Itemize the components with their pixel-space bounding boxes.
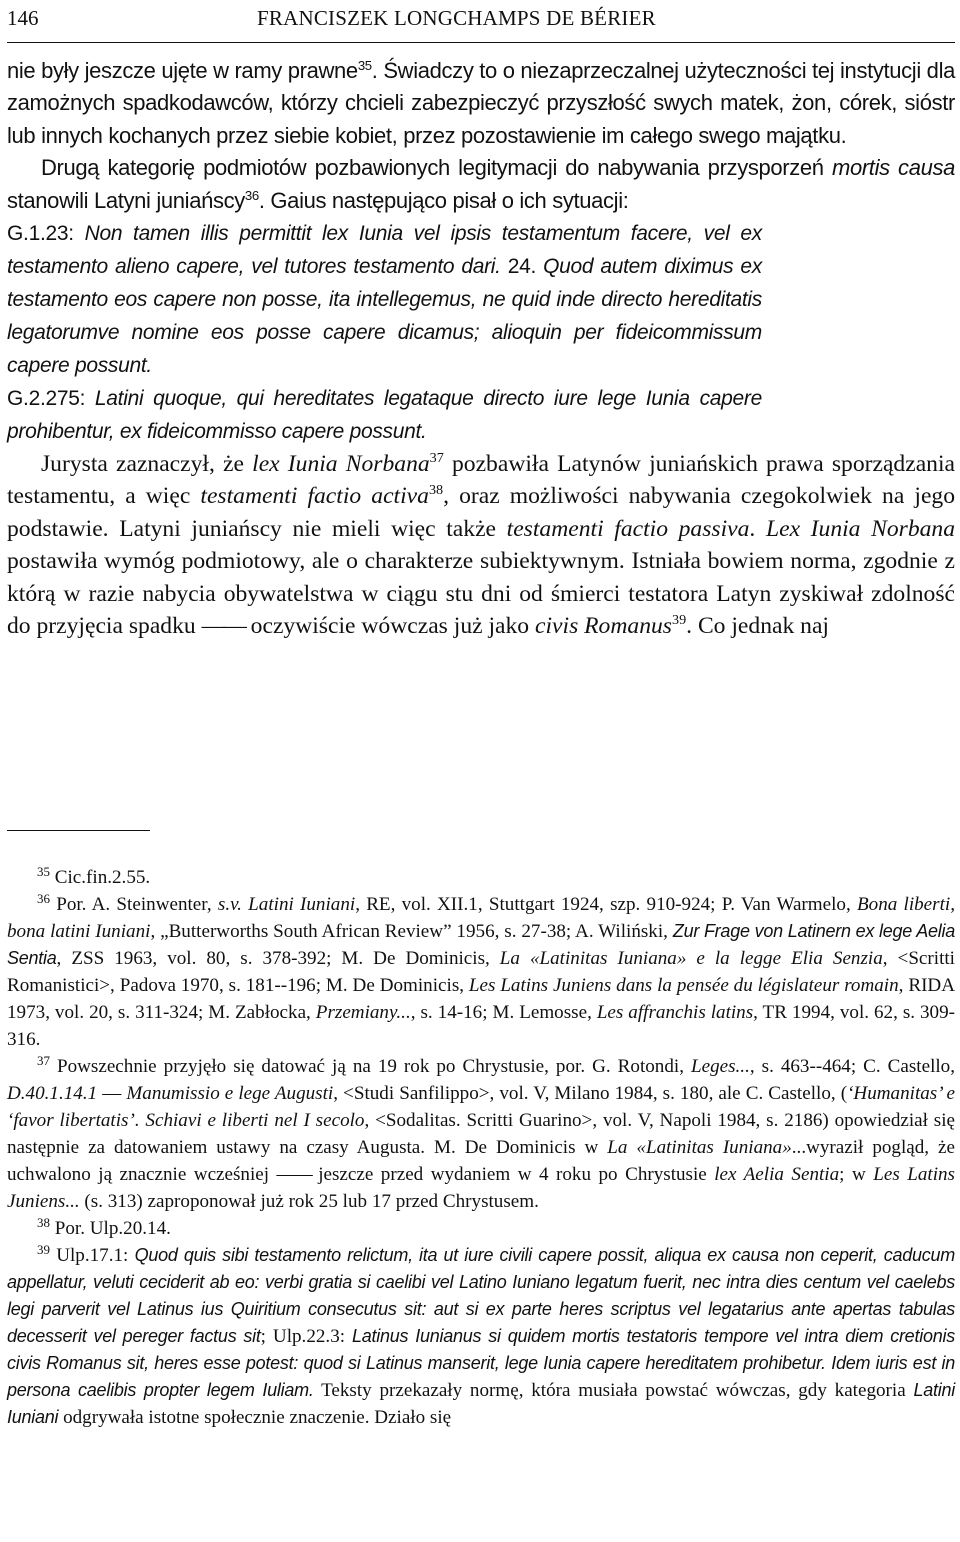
footnote-number: 39: [37, 1241, 50, 1257]
italic-term: testamenti factio passiva: [506, 515, 750, 542]
footnote-ref-35: 35: [357, 57, 372, 73]
running-title: FRANCISZEK LONGCHAMPS DE BÉRIER: [257, 6, 656, 30]
italic-title: Manumissio e lege Augusti: [126, 1083, 334, 1104]
text-run: ; Ulp.22.3:: [260, 1326, 353, 1347]
em-dash: ——: [276, 1164, 311, 1185]
latin-quote: Latinus Iunianus si quidem mortis testatoris tempore vel intra diem cretionis civis Romanus sit, heres esse potest: quod si Latinus manserit, lege Iunia capere hereditatem prohibetur. Idem iuris est in persona caelibis propter legem Iuliam.: [7, 1326, 955, 1400]
italic-title: lex Aelia Sentia: [714, 1164, 840, 1185]
footnote-ref-39: 39: [671, 612, 687, 629]
italic-term: testamenti factio activa: [200, 483, 429, 510]
text-run: nie były jeszcze ujęte w ramy prawne: [7, 58, 358, 83]
main-text: [7, 55, 955, 642]
footnotes: [7, 864, 955, 1431]
italic-title: s.v. Latini Iuniani: [217, 894, 356, 915]
footnote-ref-37: 37: [429, 450, 444, 467]
quote-label: 24.: [500, 255, 544, 279]
italic-title: La «Latinitas Iuniana» e la legge Elia Senzia: [499, 948, 883, 969]
italic-term: lex Iunia Norbana: [252, 451, 430, 478]
text-run: , <Sodalitas. Scritti Guarino>, vol. V, Napoli 1984, s. 2186) opowiedział się następnie za datowaniem ustawy na czasy Augusta. M. De Dominicis w: [7, 1110, 955, 1158]
italic-title: La «Latinitas Iuniana»: [607, 1137, 792, 1158]
footnote-ref-38: 38: [428, 482, 444, 499]
text-run: , RIDA 1973, vol. 20, s. 311-324; M. Zabłocka,: [7, 975, 955, 1023]
italic-term: civis Romanus: [535, 613, 672, 640]
book-page: [7, 0, 955, 1542]
text-run: Jurysta zaznaczył, że: [41, 451, 253, 478]
paragraph-1: [7, 55, 955, 152]
text-run: odgrywała istotne społecznie znaczenie. Działo się: [58, 1407, 452, 1428]
italic-title: Leges...: [690, 1056, 750, 1077]
quote-gaius-2-275: [7, 382, 762, 448]
text-run: Teksty przekazały normę, która musiała powstać wówczas, gdy kategoria: [313, 1380, 914, 1401]
footnote-38: [7, 1215, 955, 1242]
text-run: ; w: [839, 1164, 874, 1185]
text-run: . Co jednak naj: [686, 613, 829, 640]
italic-term: mortis causa: [831, 155, 956, 181]
quote-label: G.1.23:: [7, 222, 85, 246]
footnote-37: [7, 1053, 955, 1215]
text-run: , TR 1994, vol. 62, s. 309-316.: [7, 1002, 956, 1050]
text-run: .: [749, 515, 766, 542]
text-run: jeszcze przed wydaniem w 4 roku po Chrystusie: [310, 1164, 715, 1185]
page-number: 146: [7, 6, 39, 30]
text-run: , oraz możliwości nabywania czegokolwiek na jego podstawie. Latyni juniańscy nie mieli więc także: [7, 483, 956, 542]
footnote-36: [7, 891, 955, 1053]
italic-title: D.40.1.14.1: [7, 1083, 98, 1104]
text-run: . Świadczy to o niezaprzeczalnej użyteczności tej instytucji dla zamożnych spadkodawców, którzy chcieli zabezpieczyć przyszłość swych matek, żon, córek, sióstr lub innych kochanych przez siebie kobiet, przez pozostawienie im całego swego majątku.: [7, 58, 955, 148]
text-run: , ZSS 1963, vol. 80, s. 378-392; M. De Dominicis,: [56, 948, 500, 969]
em-dash: —: [97, 1083, 127, 1104]
italic-title: Przemiany...: [315, 1002, 411, 1023]
italic-title: Zur Frage von Latinern ex lege Aelia Sentia: [7, 921, 956, 968]
latin-quote: Quod autem diximus ex testamento eos capere non posse, ita intellegemus, ne quid inde directo hereditatis legatorumve nomine eos posse capere dicamus; alioquin per fideicommissum capere possunt.: [7, 255, 762, 378]
footnote-35: [7, 864, 955, 891]
italic-title: Bona liberti, bona latini Iuniani: [7, 894, 955, 942]
paragraph-2: [7, 152, 955, 217]
text-run: postawiła wymóg podmiotowy, ale o charakterze subiektywnym. Istniała bowiem norma, zgodnie z którą w razie nabycia obywatelstwa w ciągu stu dni od śmierci testatora Latyn zyskiwał zdolność do przyjęcia spadku: [7, 548, 955, 640]
text-run: Powszechnie przyjęło się datować ją na 19 rok po Chrystusie, por. G. Rotondi,: [49, 1056, 691, 1077]
text-run: Drugą kategorię podmiotów pozbawionych legitymacji do nabywania przysporzeń: [41, 155, 832, 181]
footnote-separator: [7, 830, 150, 831]
italic-title: Les Latins Juniens dans la pensée du législateur romain: [468, 975, 899, 996]
italic-term: Lex Iunia Norbana: [765, 515, 956, 542]
text-run: stanowili Latyni juniańscy: [7, 187, 245, 213]
text-run: Cic.fin.2.55.: [49, 867, 151, 888]
quote-gaius-1-23: [7, 217, 762, 382]
text-run: . Gaius następująco pisał o ich sytuacji:: [258, 187, 629, 213]
footnote-39: [7, 1242, 955, 1431]
text-run: , „Butterworths South African Review” 1956, s. 27-38; A. Wiliński,: [150, 921, 673, 942]
text-run: , s. 14-16; M. Lemosse,: [410, 1002, 597, 1023]
footnote-number: 38: [37, 1214, 50, 1230]
text-run: Por. Ulp.20.14.: [49, 1218, 171, 1239]
paragraph-3: [7, 448, 955, 642]
text-run: , RE, vol. XII.1, Stuttgart 1924, szp. 910-924; P. Van Warmelo,: [355, 894, 857, 915]
text-run: , <Studi Sanfilippo>, vol. V, Milano 1984, s. 180, ale C. Castello, (: [333, 1083, 848, 1104]
text-run: , s. 463--464; C. Castello,: [749, 1056, 956, 1077]
text-run: oczywiście wówczas już jako: [244, 613, 536, 640]
italic-title: Les affranchis latins: [596, 1002, 754, 1023]
em-dash: ——: [201, 613, 245, 640]
latin-quote: Non tamen illis permittit lex Iunia vel ipsis testamentum facere, vel ex testamento alieno capere, vel tutores testamento dari.: [7, 222, 762, 279]
footnote-number: 36: [37, 890, 50, 906]
text-run: ...wyraził pogląd, że uchwalono ją znacznie wcześniej: [7, 1137, 955, 1185]
running-header: [7, 4, 955, 43]
quote-label: G.2.275:: [7, 387, 95, 411]
italic-title: ‘Humanitas’ e ‘favor libertatis’. Schiavi e liberti nel I secolo: [7, 1083, 956, 1131]
footnote-ref-36: 36: [244, 187, 259, 203]
latin-quote: Latini quoque, qui hereditates legataque directo iure lege Iunia capere prohibentur, ex fideicommisso capere possunt.: [7, 387, 762, 444]
text-run: (s. 313) zaproponował już rok 25 lub 17 przed Chrystusem.: [79, 1191, 539, 1212]
footnote-number: 35: [37, 863, 50, 879]
italic-title: Les Latins Juniens...: [7, 1164, 955, 1212]
text-run: Por. A. Steinwenter,: [49, 894, 218, 915]
italic-term: Latini Iuniani: [7, 1380, 955, 1427]
footnote-number: 37: [37, 1052, 50, 1068]
text-run: , <Scritti Romanistici>, Padova 1970, s. 181--196; M. De Dominicis,: [7, 948, 955, 996]
text-run: Ulp.17.1:: [49, 1245, 135, 1266]
latin-quote: Quod quis sibi testamento relictum, ita ut iure civili capere possit, aliqua ex causa non ceperit, caducum appellatur, veluti ceciderit ab eo: verbi gratia si caelibi vel Latino Iuniano legatum fuerit, nec intra dies centum vel caelebs legi parverit vel Latinus ius Quiritium consecutus sit: aut si ex parte heres scriptus vel legatarius ante apertas tabulas decesserit vel pereger factus sit: [7, 1245, 955, 1346]
text-run: pozbawiła Latynów juniańskich prawa sporządzania testamentu, a więc: [7, 451, 955, 510]
